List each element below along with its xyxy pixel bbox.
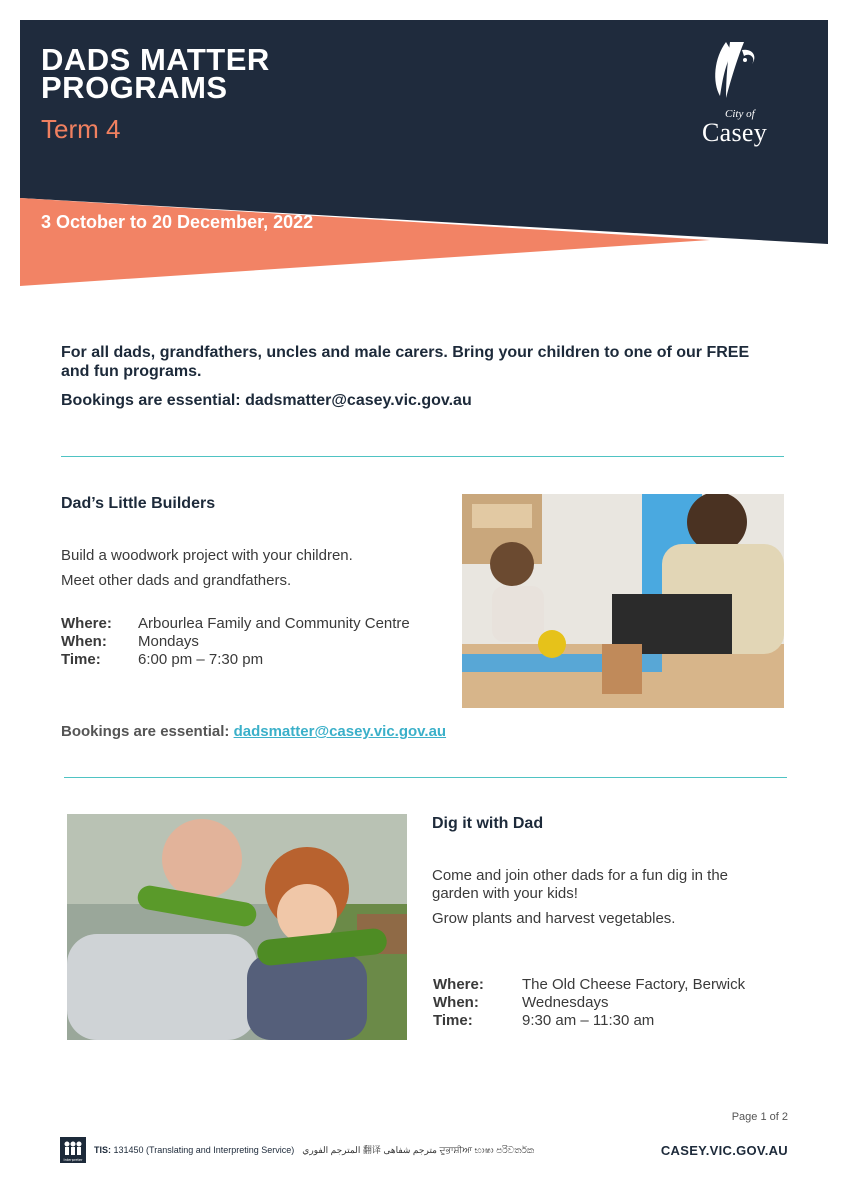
program-1-description <box>61 547 441 597</box>
program-dates: 3 October to 20 December, 2022 <box>41 212 314 232</box>
interpreter-icon-label: Interpreter <box>63 1157 83 1162</box>
when-row <box>433 994 745 1012</box>
time-value: 6:00 pm – 7:30 pm <box>138 651 264 668</box>
time-label: Time: <box>61 651 101 668</box>
page-number: Page 1 of 2 <box>731 1111 788 1123</box>
where-row <box>61 615 410 633</box>
where-value: The Old Cheese Factory, Berwick <box>522 976 746 993</box>
program-1-desc-line: Build a woodwork project with your children. <box>61 547 353 564</box>
tis-text <box>94 1145 294 1155</box>
bookings-email-link[interactable]: dadsmatter@casey.vic.gov.au <box>233 723 447 740</box>
intro-section <box>61 343 781 410</box>
program-2-desc-line: Come and join other dads for a fun dig in the garden with your kids! <box>432 867 729 902</box>
where-label: Where: <box>433 976 484 993</box>
time-label: Time: <box>433 1012 473 1029</box>
tis-label: TIS: <box>94 1144 111 1155</box>
logo-casey: Casey <box>702 118 768 147</box>
title-line-2: PROGRAMS <box>41 70 228 105</box>
when-label: When: <box>433 994 479 1011</box>
tis-footer <box>60 1136 534 1163</box>
intro-bookings: Bookings are essential: dadsmatter@casey.vic.gov.au <box>61 392 472 409</box>
program-1-details <box>61 615 410 669</box>
term-label: Term 4 <box>41 114 121 144</box>
when-label: When: <box>61 633 107 650</box>
title-line-1: DADS MATTER <box>41 42 270 77</box>
when-value: Wednesdays <box>522 994 609 1011</box>
program-1-title: Dad’s Little Builders <box>61 495 216 512</box>
time-row <box>61 651 410 669</box>
divider-2 <box>64 777 787 778</box>
logo-city-of: City of <box>725 108 755 120</box>
page-title <box>41 42 270 105</box>
program-2-desc-line: Grow plants and harvest vegetables. <box>432 910 676 927</box>
program-1-desc-line: Meet other dads and grandfathers. <box>61 572 292 589</box>
website-url[interactable]: CASEY.VIC.GOV.AU <box>660 1143 788 1158</box>
time-row <box>433 1012 745 1030</box>
time-value: 9:30 am – 11:30 am <box>522 1012 655 1029</box>
city-of-casey-logo <box>700 38 772 150</box>
interpreter-icon <box>60 1137 86 1163</box>
where-row <box>433 976 745 994</box>
program-2-description <box>432 867 762 935</box>
divider-1 <box>61 456 784 457</box>
bookings-label: Bookings are essential: <box>61 723 230 740</box>
when-row <box>61 633 410 651</box>
leaf-logo-icon <box>700 38 772 110</box>
tis-languages: المترجم الفوري 翻译 مترجم شفاهی ਦੁਭਾਸ਼ੀਆ භාෂා පරිවර්තක <box>302 1145 535 1155</box>
program-2-details <box>433 976 745 1030</box>
where-value: Arbourlea Family and Community Centre <box>138 615 410 632</box>
when-value: Mondays <box>138 633 199 650</box>
tis-number: 131450 (Translating and Interpreting Service) <box>113 1144 295 1155</box>
program-1-bookings <box>61 723 446 740</box>
photo-garden <box>67 814 407 1040</box>
where-label: Where: <box>61 615 112 632</box>
program-2-title: Dig it with Dad <box>432 815 544 832</box>
photo-woodwork <box>462 494 784 708</box>
intro-text: For all dads, grandfathers, uncles and male carers. Bring your children to one of our FREE and fun programs. <box>61 344 750 380</box>
